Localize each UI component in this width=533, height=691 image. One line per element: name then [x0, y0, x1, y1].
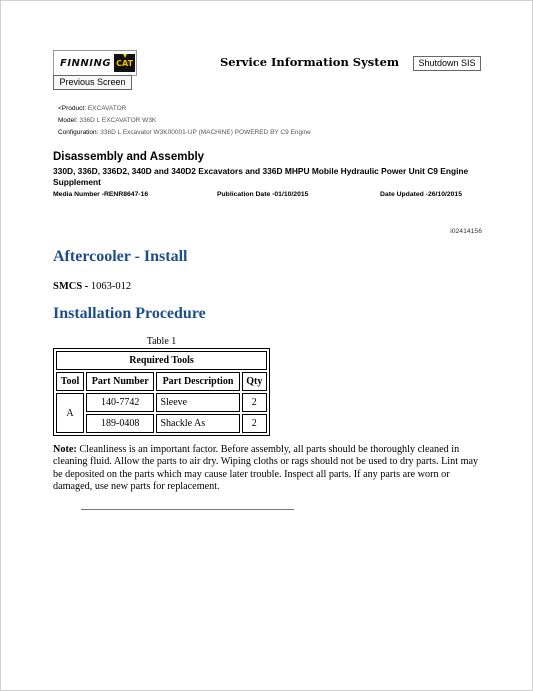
cat-logo-icon: CAT	[114, 54, 135, 72]
table-title: Required Tools	[56, 351, 267, 370]
document-id: i02414156	[450, 228, 482, 235]
col-tool: Tool	[56, 372, 84, 391]
document-subtitle: 330D, 336D, 336D2, 340D and 340D2 Excavators and 336D MHPU Mobile Hydraulic Power Unit C9 Engine Supplement	[53, 166, 469, 187]
procedure-heading: Installation Procedure	[53, 305, 206, 322]
part-description: Sleeve	[156, 393, 239, 412]
finning-logo-text: FINNING	[60, 57, 112, 69]
col-part-number: Part Number	[86, 372, 154, 391]
part-qty: 2	[242, 414, 267, 433]
col-qty: Qty	[242, 372, 267, 391]
note-text: Cleanliness is an important factor. Before assembly, all parts should be thoroughly cleaned in cleaning fluid. Allow the parts to air dry. Wiping cloths or rags should not be used to dry parts. Lint may be deposited on the parts which may cause later trouble. Inspect all parts. If any parts are worn or damaged, use new parts for replacement.	[53, 444, 479, 492]
document-title: Disassembly and Assembly	[53, 151, 205, 163]
part-number: 140-7742	[86, 393, 154, 412]
part-qty: 2	[242, 393, 267, 412]
shutdown-sis-button[interactable]: Shutdown SIS	[413, 56, 481, 71]
section-divider	[81, 509, 294, 510]
product-value: EXCAVATOR	[87, 105, 127, 112]
tool-letter: A	[56, 393, 84, 433]
finning-cat-logo	[53, 50, 137, 76]
media-number: Media Number -RENR8647-16	[53, 191, 149, 198]
previous-screen-button[interactable]: Previous Screen	[53, 75, 132, 90]
date-updated: Date Updated -26/10/2015	[380, 191, 462, 198]
note-label: Note:	[53, 444, 77, 455]
configuration-value: 336D L Excavator W3K00001-UP (MACHINE) POWERED BY C9 Engine	[100, 129, 311, 136]
system-title: Service Information System	[220, 55, 400, 69]
col-part-description: Part Description	[156, 372, 239, 391]
page-heading: Aftercooler - Install	[53, 248, 188, 265]
product-line	[58, 105, 126, 112]
part-description: Shackle As	[156, 414, 239, 433]
smcs-code	[53, 281, 131, 292]
model-value: 336D L EXCAVATOR W3K	[79, 117, 157, 124]
model-key: Model:	[58, 117, 78, 124]
product-key: <Product:	[58, 105, 87, 112]
part-number: 189-0408	[86, 414, 154, 433]
configuration-line	[58, 129, 311, 136]
smcs-label: SMCS -	[53, 281, 91, 292]
required-tools-table	[53, 348, 270, 436]
table-row	[56, 414, 267, 433]
smcs-value: 1063-012	[90, 281, 132, 292]
table-header-row	[56, 372, 267, 391]
cleanliness-note	[53, 444, 483, 493]
model-line	[58, 117, 156, 124]
publication-date: Publication Date -01/10/2015	[217, 191, 309, 198]
configuration-key: Configuration:	[58, 129, 99, 136]
table-title-row	[56, 351, 267, 370]
table-row	[56, 393, 267, 412]
table-caption: Table 1	[146, 336, 177, 347]
